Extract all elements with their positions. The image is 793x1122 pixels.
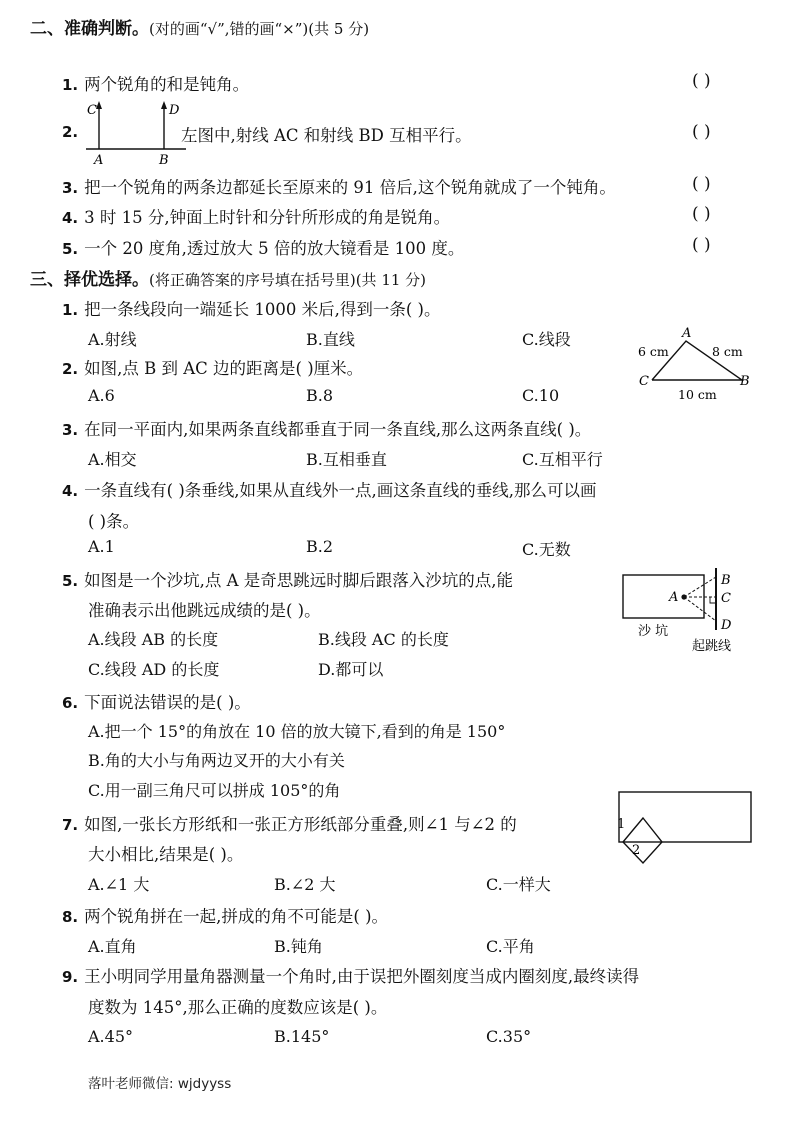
s2-q2-number: 2. [62, 123, 79, 141]
s2-q4-number: 4. [62, 209, 79, 227]
s3-q8-option-a[interactable]: A.直角 [88, 937, 137, 956]
vertex-c: C [639, 374, 649, 389]
section3-title: 三、择优选择。 [30, 270, 149, 290]
s3-q4-option-b[interactable]: B.2 [306, 537, 334, 556]
s3-q7 [62, 811, 517, 835]
s3-q7-text: 如图,一张长方形纸和一张正方形纸部分重叠,则∠1 与∠2 的 [84, 815, 517, 834]
s2-q5-text: 一个 20 度角,透过放大 5 倍的放大镜看是 100 度。 [84, 239, 465, 258]
s2-q5 [62, 235, 464, 259]
s3-q3-option-c[interactable]: C.互相平行 [522, 450, 603, 469]
s3-q7-option-b[interactable]: B.∠2 大 [274, 875, 336, 894]
s3-q5 [62, 567, 513, 591]
s3-q6-option-c[interactable]: C.用一副三角尺可以拼成 105°的角 [88, 781, 341, 800]
label-a: A [94, 153, 104, 168]
s3-q5-text-line2: 准确表示出他跳远成绩的是( )。 [88, 601, 321, 620]
section2-note: (对的画“√”,错的画“×”)(共 5 分) [149, 20, 370, 38]
angle-2-label: 2 [632, 843, 641, 858]
s3-q4-text: 一条直线有( )条垂线,如果从直线外一点,画这条直线的垂线,那么可以画 [84, 481, 597, 500]
s3-q8-number: 8. [62, 908, 79, 926]
section2-heading [30, 14, 369, 39]
rectangle-paper [619, 792, 751, 842]
s2-q4-answer-blank[interactable]: ( ) [692, 204, 711, 224]
s3-q1-number: 1. [62, 301, 79, 319]
s3-q6-option-b[interactable]: B.角的大小与角两边叉开的大小有关 [88, 751, 345, 770]
s2-q5-answer-blank[interactable]: ( ) [692, 235, 711, 255]
s3-q9-option-b[interactable]: B.145° [274, 1027, 330, 1046]
s3-q2-triangle-figure [628, 322, 768, 404]
s2-q1 [62, 71, 249, 95]
s3-q7-text-line2: 大小相比,结果是( )。 [88, 845, 244, 864]
s3-q6 [62, 689, 251, 713]
section2-title: 二、准确判断。 [30, 19, 149, 39]
s2-q5-number: 5. [62, 240, 79, 258]
s3-q7-option-c[interactable]: C.一样大 [486, 875, 551, 894]
s2-q3-text: 把一个锐角的两条边都延长至原来的 91 倍后,这个锐角就成了一个钝角。 [84, 178, 616, 197]
s3-q3-option-b[interactable]: B.互相垂直 [306, 450, 387, 469]
s2-q4-text: 3 时 15 分,钟面上时针和分针所形成的角是锐角。 [84, 208, 451, 227]
s3-q1 [62, 296, 441, 320]
angle-1-label: 1 [617, 817, 626, 832]
takeoff-line-label: 起跳线 [692, 639, 732, 654]
s2-q2-answer-blank[interactable]: ( ) [692, 122, 711, 142]
s3-q5-option-c[interactable]: C.线段 AD 的长度 [88, 660, 220, 679]
section3-heading [30, 265, 426, 290]
s3-q2-number: 2. [62, 360, 79, 378]
s2-q3 [62, 174, 616, 198]
s3-q1-option-a[interactable]: A.射线 [88, 330, 137, 349]
s2-q3-answer-blank[interactable]: ( ) [692, 174, 711, 194]
s3-q9-option-c[interactable]: C.35° [486, 1027, 532, 1046]
s2-q3-number: 3. [62, 179, 79, 197]
s3-q2-option-c[interactable]: C.10 [522, 386, 560, 405]
label-a: A [669, 590, 679, 605]
side-ca-length: 6 cm [638, 344, 669, 359]
s3-q8-option-b[interactable]: B.钝角 [274, 937, 323, 956]
s3-q9-text: 王小明同学用量角器测量一个角时,由于误把外圈刻度当成内圈刻度,最终读得 [84, 967, 640, 986]
s2-q2-number-wrap [62, 122, 84, 141]
s3-q7-number: 7. [62, 816, 79, 834]
s3-q2-text: 如图,点 B 到 AC 边的距离是( )厘米。 [84, 359, 364, 378]
s3-q7-option-a[interactable]: A.∠1 大 [88, 875, 150, 894]
s3-q5-text: 如图是一个沙坑,点 A 是奇思跳远时脚后跟落入沙坑的点,能 [84, 571, 514, 590]
s3-q5-option-a[interactable]: A.线段 AB 的长度 [88, 630, 219, 649]
s3-q9 [62, 963, 639, 987]
sandpit-label: 沙 坑 [638, 624, 669, 639]
footer-contact: 落叶老师微信: wjdyyss [88, 1076, 232, 1092]
label-b: B [721, 573, 731, 588]
vertex-a: A [682, 326, 692, 341]
side-ab-length: 8 cm [712, 344, 743, 359]
s3-q4-option-c[interactable]: C.无数 [522, 540, 571, 559]
square-paper [623, 818, 662, 863]
s3-q5-sandpit-figure [618, 565, 788, 657]
s3-q8 [62, 903, 388, 927]
s3-q2 [62, 355, 363, 379]
side-cb-length: 10 cm [678, 387, 717, 402]
s2-q1-answer-blank[interactable]: ( ) [692, 71, 711, 91]
s3-q5-option-d[interactable]: D.都可以 [318, 660, 384, 679]
s3-q1-option-c[interactable]: C.线段 [522, 330, 571, 349]
s3-q9-text-line2: 度数为 145°,那么正确的度数应该是( )。 [88, 998, 388, 1017]
s3-q2-option-b[interactable]: B.8 [306, 386, 334, 405]
label-c: C [87, 103, 97, 118]
s3-q1-text: 把一条线段向一端延长 1000 米后,得到一条( )。 [84, 300, 441, 319]
s3-q9-number: 9. [62, 968, 79, 986]
s3-q4-option-a[interactable]: A.1 [88, 537, 115, 556]
s3-q4 [62, 477, 597, 501]
s3-q2-option-a[interactable]: A.6 [88, 386, 115, 405]
s3-q8-text: 两个锐角拼在一起,拼成的角不可能是( )。 [84, 907, 389, 926]
s3-q3-number: 3. [62, 421, 79, 439]
vertex-b: B [740, 374, 750, 389]
s3-q4-number: 4. [62, 482, 79, 500]
s2-q2-figure [84, 98, 188, 168]
s2-q1-number: 1. [62, 76, 79, 94]
ray-bd-arrow [161, 101, 167, 109]
label-c: C [721, 591, 731, 606]
s3-q4-text-line2: ( )条。 [88, 512, 140, 531]
s3-q3-option-a[interactable]: A.相交 [88, 450, 137, 469]
section3-note: (将正确答案的序号填在括号里)(共 11 分) [149, 271, 427, 289]
s3-q5-number: 5. [62, 572, 79, 590]
s3-q8-option-c[interactable]: C.平角 [486, 937, 535, 956]
s3-q3-text: 在同一平面内,如果两条直线都垂直于同一条直线,那么这两条直线( )。 [84, 420, 592, 439]
s3-q5-option-b[interactable]: B.线段 AC 的长度 [318, 630, 449, 649]
label-b: B [159, 153, 169, 168]
label-d: D [721, 618, 732, 633]
s2-q2-text: 左图中,射线 AC 和射线 BD 互相平行。 [181, 126, 472, 145]
s3-q7-overlap-figure [612, 788, 762, 868]
s2-q1-text: 两个锐角的和是钝角。 [84, 75, 250, 94]
s3-q6-option-a[interactable]: A.把一个 15°的角放在 10 倍的放大镜下,看到的角是 150° [88, 722, 506, 741]
s3-q6-number: 6. [62, 694, 79, 712]
s2-q4 [62, 204, 450, 228]
s3-q1-option-b[interactable]: B.直线 [306, 330, 355, 349]
s3-q6-text: 下面说法错误的是( )。 [84, 693, 251, 712]
s3-q9-option-a[interactable]: A.45° [88, 1027, 133, 1046]
s3-q3 [62, 416, 591, 440]
segment-ab [684, 577, 716, 597]
label-d: D [169, 103, 180, 118]
